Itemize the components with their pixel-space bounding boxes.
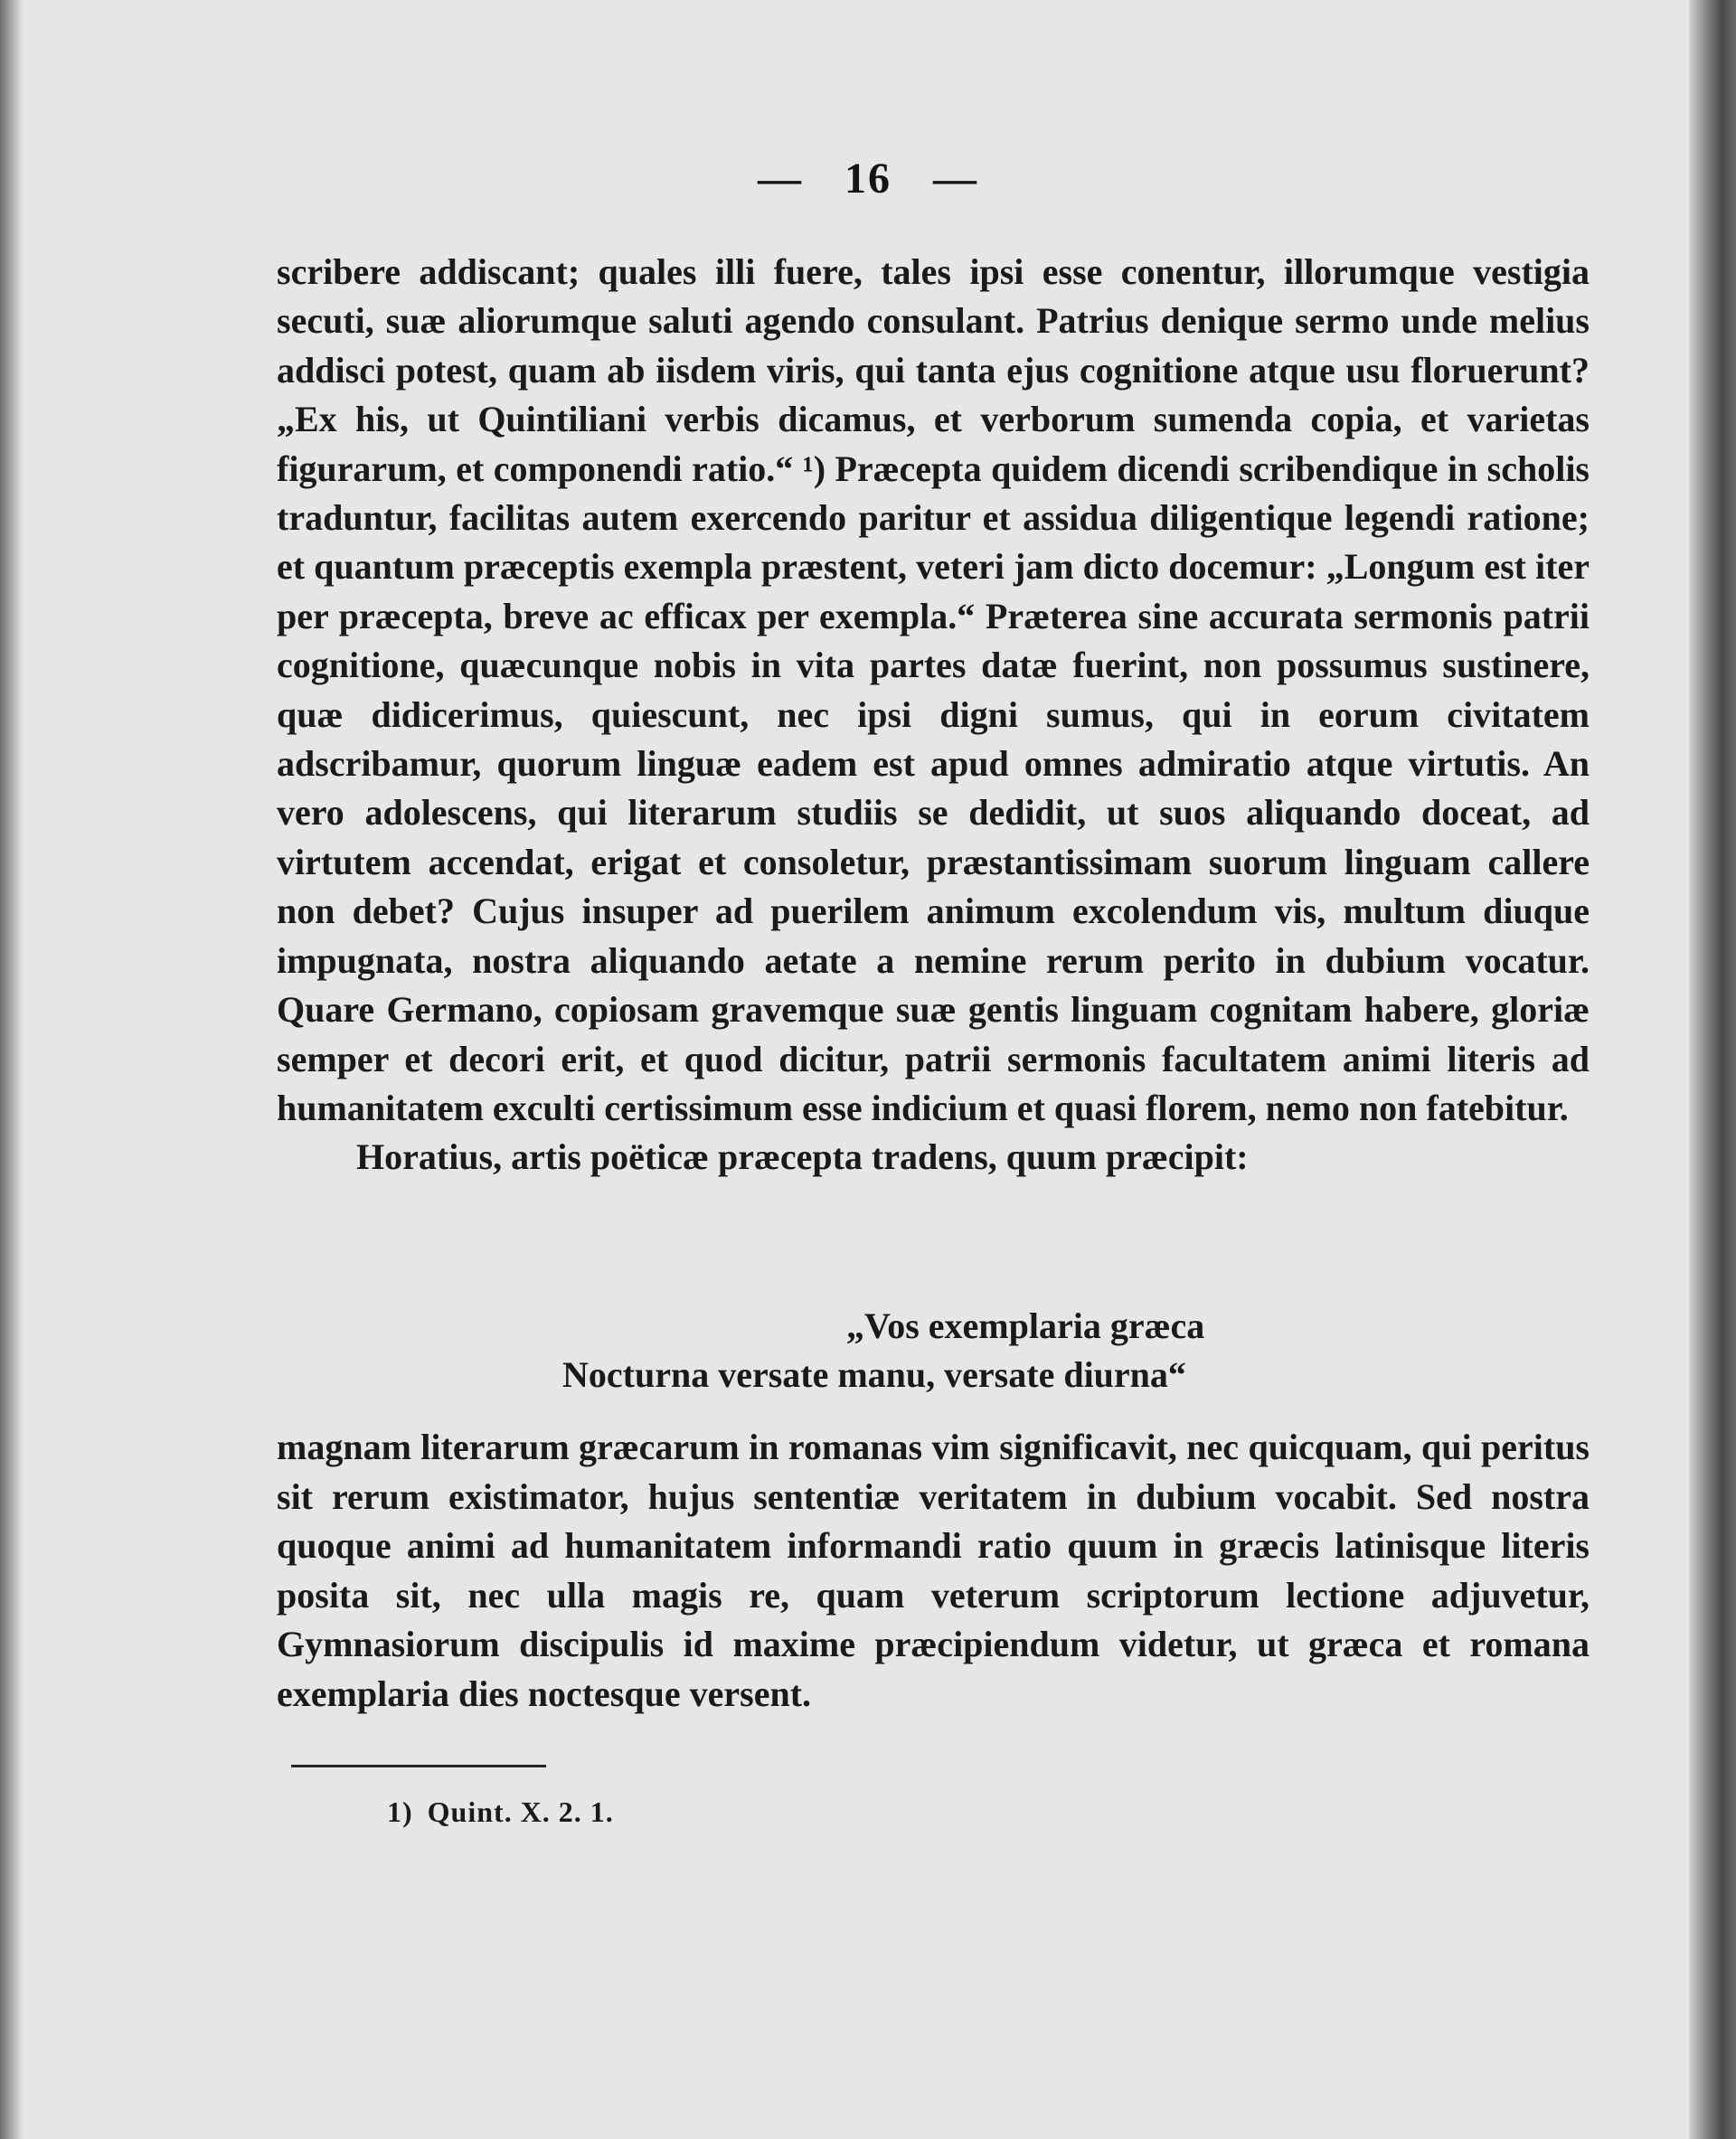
header-dash-left: — bbox=[758, 155, 803, 203]
footnote-mark: 1) bbox=[387, 1795, 413, 1828]
page-header bbox=[0, 154, 1736, 203]
footnote-text: Quint. X. 2. 1. bbox=[427, 1795, 614, 1828]
footnote-rule bbox=[291, 1765, 546, 1767]
header-dash-right: — bbox=[933, 155, 978, 203]
paragraph-3: magnam literarum græcarum in romanas vim significavit, nec quicquam, qui peritus sit rerum existimator, hujus sententiæ veritatem in dubium vocabit. Sed nostra quoque animi ad humanitatem informandi ratio quum in græcis latinisque literis posita sit, nec ulla magis re, quam veterum scriptorum lectione adjuvetur, Gymnasiorum discipulis id maxime præcipiendum videtur, ut græca et romana exemplaria dies noctesque versent. bbox=[277, 1427, 1590, 1714]
verse-quotation bbox=[277, 1302, 1590, 1399]
verse-line-1: „Vos exemplaria græca bbox=[846, 1305, 1205, 1346]
main-text-upper bbox=[277, 248, 1590, 1183]
paragraph-1: scribere addiscant; quales illi fuere, tales ipsi esse conentur, illorumque vestigia secuti, suæ aliorumque saluti agendo consulant. Patrius denique sermo unde melius addisci potest, quam ab iisdem viris, qui tanta ejus cognitione atque usu floruerunt? „Ex his, ut Quintiliani verbis dicamus, et verborum sumenda copia, et varietas figurarum, et componendi ratio.“ ¹) Præcepta quidem dicendi scribendique in scholis traduntur, facilitas autem exercendo paritur et assidua diligentique legendi ratione; et quantum præceptis exempla præstent, veteri jam dicto docemur: „Longum est iter per præcepta, breve ac efficax per exempla.“ Præterea sine accurata sermonis patrii cognitione, quæcunque nobis in vita partes datæ fuerint, non possumus sustinere, quæ didicerimus, quiescunt, nec ipsi digni sumus, qui in eorum civitatem adscribamur, quorum linguæ eadem est apud omnes admiratio atque virtutis. An vero adolescens, qui literarum studiis se dedidit, ut suos aliquando doceat, ad virtutem accendat, erigat et consoletur, præstantissimam suorum linguam callere non debet? Cujus insuper ad puerilem animum excolendum vis, multum diuque impugnata, nostra aliquando aetate a nemine rerum perito in dubium vocatur. Quare Germano, copiosam gravemque suæ gentis linguam cognitam habere, gloriæ semper et decori erit, et quod dicitur, patrii sermonis facultatem animi literis ad humanitatem exculti certissimum esse indicium et quasi florem, nemo non fatebitur. bbox=[277, 251, 1590, 1128]
paragraph-2: Horatius, artis poëticæ præcepta tradens, quum præcipit: bbox=[356, 1136, 1249, 1178]
verse-line-2: Nocturna versate manu, versate diurna“ bbox=[562, 1354, 1186, 1395]
page-number: 16 bbox=[844, 155, 892, 203]
main-text-lower bbox=[277, 1423, 1590, 1720]
scan-edge-right bbox=[1689, 0, 1736, 2139]
binding-gutter bbox=[0, 0, 24, 2139]
footnote bbox=[387, 1795, 614, 1829]
